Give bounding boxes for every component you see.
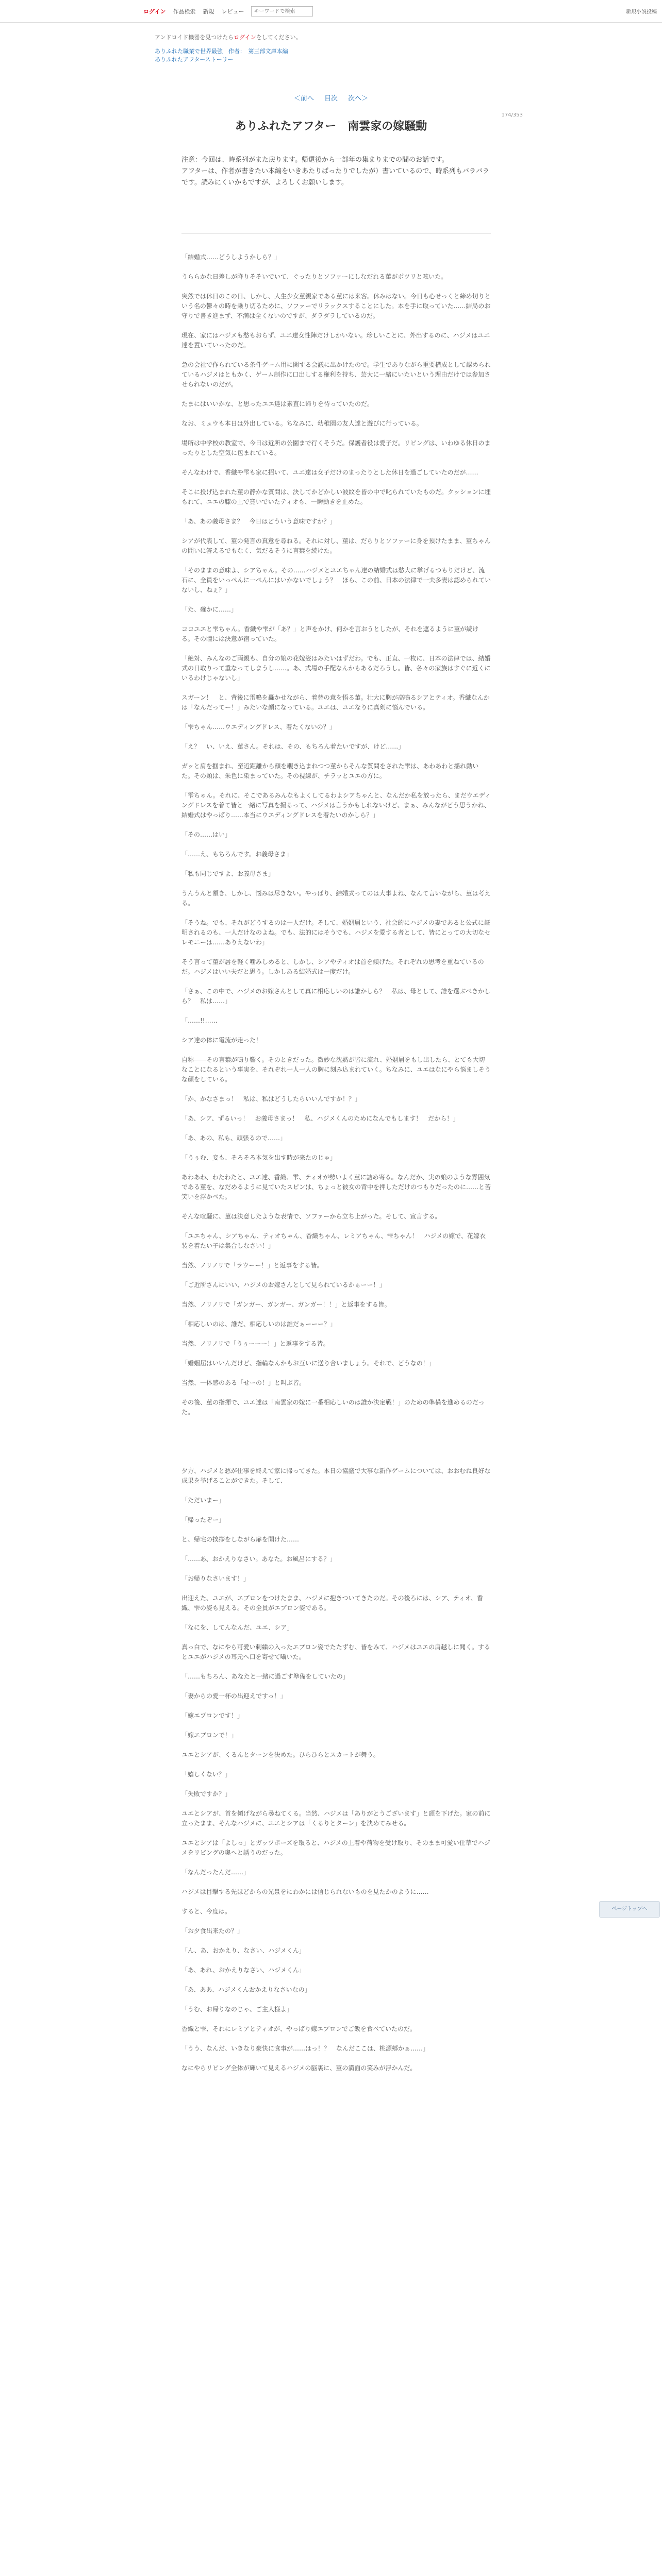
- body-paragraph: 「私も同じですよ、お義母さま」: [181, 870, 275, 877]
- chapter-title: ありふれたアフター 南雲家の嫁騒動: [235, 120, 427, 133]
- body-paragraph: 「そのままの意味よ、シアちゃん。その……ハジメとユエちゃん達の結婚式は愁大に挙げるつもりだけど、流石に、全員をいっぺんに一ぺんにはいかないでしょう？ ほら、この前、日本の法律で一夫多妻は認められていないし、ねぇ？」: [181, 567, 491, 594]
- body-paragraph: ユエとシアは「よしっ」とガッツポーズを取ると、ハジメの上着や荷物を受け取り、そのまま可愛い仕草でハジメをリビングの奥へと誘うのだった。: [181, 1839, 490, 1856]
- login-button[interactable]: ログイン: [143, 8, 166, 15]
- body-paragraph: その後、菫の指揮で、ユエ達は「南雲家の嫁に一番相応しいのは誰か決定戦！」のための準備を進めるのだった。: [181, 1399, 485, 1416]
- body-paragraph: 「うう、なんだ、いきなり豪快に食事が……はっ！？ なんだここは、桃源郷かぁ……」: [181, 2045, 429, 2052]
- body-paragraph: 「うむ、お帰りなのじゃ、ご主人様よ」: [181, 2006, 293, 2013]
- top-nav-links: [143, 5, 313, 18]
- body-paragraph: 「婚姻届はいいんだけど、指輪なんかもお互いに送り合いましょう。それで、どうなの！」: [181, 1360, 435, 1367]
- index-link[interactable]: 目次: [324, 95, 338, 103]
- body-paragraph: 出迎えた、ユエが、エプロンをつけたまま、ハジメに抱きついてきたのだ。その後ろには、シア、ティオ、香織、雫の姿も見える。その全員がエプロン姿である。: [181, 1595, 483, 1612]
- body-paragraph: 「……え、もちろんです。お義母さま」: [181, 851, 293, 858]
- body-paragraph: 「か、かなさまっ！ 私は、私はどうしたらいいんですか！？」: [181, 1095, 361, 1103]
- body-paragraph: 「雫ちゃん。それに、そこであるみんなもよくしてるわよシアちゃんと、なんだか私を放ったら、まだウエディングドレスを着て皆と一緒に写真を撮るって、ハジメは言うかもしれないけど、まぁ、みんながどう思うかね、結婚式はやっぱり……本当にウエディングドレスを着たいのかしら？」: [181, 792, 491, 819]
- body-paragraph: 香織と雫、それにレミアとティオが、やっぱり嫁エプロンでご飯を食べていたのだ。: [181, 2025, 417, 2032]
- body-paragraph: シアが代表して、菫の発言の真意を尋ねる。それに対し、菫は、だらりとソファーに身を預けたまま、菫ちゃんの問いに答えるでもなく、気だるそうに言葉を続けた。: [181, 537, 491, 554]
- new-post-link[interactable]: 新規小説投稿: [626, 9, 657, 15]
- body-paragraph: 「相応しいのは、誰だ、相応しいのは誰だぁーーー？」: [181, 1320, 337, 1328]
- novel-body: [181, 252, 491, 2083]
- body-paragraph: 「た、確かに……」: [181, 606, 238, 613]
- body-paragraph: 当然、一体感のある「せーの！」と叫ぶ皆。: [181, 1379, 306, 1386]
- body-paragraph: ユエとシアが、くるんとターンを決めた。ひらひらとスカートが舞う。: [181, 1751, 379, 1758]
- body-paragraph: 「さぁ、この中で、ハジメのお嫁さんとして真に相応しいのは誰かしら？ 私は、母として、誰を選ぶべきかしら？ 私は……」: [181, 988, 491, 1005]
- body-paragraph: 「雫ちゃん……ウエディングドレス、着たくないの？」: [181, 723, 336, 731]
- body-paragraph: 場所は中学校の教室で、今日は近所の公園まで行くそうだ。保護者役は愛子だ。リビングは、いわゆる休日のまったりとした空気に包まれている。: [181, 439, 491, 456]
- breadcrumb-work[interactable]: ありふれたアフターストーリー: [155, 56, 234, 63]
- body-paragraph: 「なにを、してんなんだ、ユエ、シア」: [181, 1624, 293, 1631]
- notice-prefix: アンドロイド機器を見つけたら: [155, 34, 234, 41]
- body-paragraph: 「そうね。でも、それがどうするのは一人だけ。そして、婚姻届という、社会的にハジメの妻であると公式に証明されるのも、一人だけなのよね。でも、法的にはそうでも、ハジメを愛する者として、皆にとっての大切なセレモニーは……ありえないわ」: [181, 919, 491, 946]
- body-paragraph: 「……もちろん、あなたと一緒に過ごす準備をしていたの」: [181, 1673, 349, 1680]
- body-paragraph: 「あ、あの、私も、頑張るので……」: [181, 1134, 287, 1142]
- body-paragraph: 「嬉しくない？」: [181, 1771, 231, 1778]
- body-paragraph: そんな喧騒に、菫は決意したような表情で、ソファーから立ち上がった。そして、宣言する。: [181, 1213, 441, 1220]
- body-paragraph: 「嫁エプロンで！」: [181, 1732, 238, 1739]
- preface-line: 注意：今回は、時系列がまた戻ります。帰還後から一部年の集まりまでの間のお話です。: [181, 156, 449, 164]
- body-paragraph: あわあわ、わたわたと、ユエ達、香織、雫、ティオが勢いよく菫に詰め寄る。なんだか、実の娘のような雰囲気である菫を、なだめるように見ていたスピンは、ちょっと彼女の背中を押しただけのつもりだったのに……と苦笑いを浮かべた。: [181, 1174, 491, 1200]
- body-paragraph: 突然では休日のこの日、しかし、人生少女菫親家である菫には来客。休みはない。今日も心せっくと締め切りという名の鬱々の時を乗り切るために、ソファーでリラックスすることにした。本を手に取っていた……結局のお守りで書き進まず、不満は全くないのですが、ダラダラしているのだ。: [181, 293, 491, 319]
- breadcrumb-series[interactable]: ありふれた職業で世界最強 作者： 第三部文庫本編: [155, 48, 288, 55]
- body-paragraph: 自称――その言葉が鳴り響く。そのときだった。微妙な沈黙が皆に流れ、婚姻届をもし出したら、とても大切なことになるという事実を、それぞれ一人一人の胸に刻み込まれていく。ちなみに、ユエはなにやら悩ましそうな顔をしている。: [181, 1056, 491, 1083]
- body-paragraph: 「……!!……: [181, 1017, 218, 1024]
- body-paragraph: 現在、家にはハジメも愁もおらず、ユエ達女性陣だけしかいない。珍しいことに、外出するのに、ハジメはユエ達を置いていったのだ。: [181, 332, 490, 349]
- body-paragraph: 「え？ い、いえ、菫さん。それは、その、もちろん着たいですが、けど……」: [181, 743, 405, 750]
- body-paragraph: 「……あ、おかえりなさい。あなた。お風呂にする？」: [181, 1555, 336, 1563]
- body-paragraph: [181, 1447, 491, 1456]
- body-paragraph: 「失敗ですか？」: [181, 1790, 231, 1798]
- nav-new[interactable]: 新規: [203, 8, 214, 15]
- body-paragraph: 「あ、シア、ずるいっ！ お義母さまっ！ 私、ハジメくんのためになんでもします！ だから！」: [181, 1115, 459, 1122]
- body-paragraph: 「結婚式……どうしようかしら？」: [181, 253, 281, 261]
- body-paragraph: そこに投げ込まれた菫の静かな質問は、決してかどかしい波紋を皆の中で叱られていたものだ。クッションに埋もれて、ユエの膝の上で寛いでいたティオも、一瞬動きを止めた。: [181, 488, 491, 505]
- body-paragraph: 「あ、ああ、ハジメくんおかえりなさいなの」: [181, 1986, 311, 1993]
- prev-link[interactable]: ＜前へ: [293, 95, 314, 103]
- login-notice: [155, 33, 485, 41]
- body-paragraph: 「あ、あれ、おかえりなさい、ハジメくん」: [181, 1967, 305, 1974]
- body-paragraph: 「ただいまー」: [181, 1497, 225, 1504]
- nav-review[interactable]: レビュー: [221, 8, 244, 15]
- body-paragraph: うんうんと頷き、しかし、悩みは尽きない。やっぱり、結婚式ってのは大事よね、なんて言いながら、菫は考える。: [181, 890, 491, 907]
- body-paragraph: 「ご近所さんにいい、ハジメのお嫁さんとして見られているかぁーー！」: [181, 1281, 386, 1289]
- body-paragraph: 「絶対、みんなのご両親も、自分の娘の花嫁姿はみたいはずだわ。でも、正直、一枚に、日本の法律では、結婚式の日取りって重なってしまうし……。あ、式場の手配なんかもあるだろうし。皆、各々の家族はすぐに近くにいるわけじゃないし」: [181, 655, 491, 682]
- body-paragraph: 「その……はい」: [181, 831, 231, 838]
- body-paragraph: 「なんだったんだ……」: [181, 1869, 250, 1876]
- body-paragraph: なにやらリビング全体が輝いて見えるハジメの脳裏に、菫の満面の笑みが浮かんだ。: [181, 2064, 417, 2072]
- page-header: [155, 33, 485, 64]
- body-paragraph: 「妻からの愛一杯の出迎えですっ！」: [181, 1692, 287, 1700]
- body-paragraph: [181, 1427, 491, 1437]
- body-paragraph: 「お夕食出来たの？」: [181, 1927, 244, 1935]
- body-paragraph: ココユエと雫ちゃん。香織や雫が「あ？」と声をかけ、何かを言おうとしたが、それを遮るように菫が続ける。その瞳には決意が宿っていた。: [181, 625, 479, 642]
- body-paragraph: 急の会社で作られている条件ゲーム用に関する会議に出かけたので。学生でありながら重要構成として認められているハジメはともかく、ゲーム制作に口出しする権利を持ち、芸大に一緒にいたいという理由だけでは参加させられないのだが。: [181, 361, 491, 388]
- body-paragraph: そう言って菫が唇を軽く噛みしめると、しかし、シアやティオは首を傾げた。それぞれの思考を重ねているのだ。ハジメはいい夫だと思う。しかしある結婚式は一度だけ。: [181, 958, 484, 975]
- body-paragraph: 「帰ったぞー」: [181, 1516, 225, 1523]
- nav-search[interactable]: 作品検索: [173, 8, 196, 15]
- body-paragraph: シア達の体に電流が走った！: [181, 1037, 262, 1044]
- body-paragraph: そんなわけで、香織や雫も家に招いて、ユエ達は女子だけのまったりとした休日を過ごしていたのだが……: [181, 469, 478, 476]
- body-paragraph: 「嫁エプロンです！」: [181, 1712, 244, 1719]
- body-paragraph: たまにはいいかな、と思ったユエ達は素直に帰りを待っていたのだ。: [181, 400, 374, 408]
- body-paragraph: 当然、ノリノリで「ガンガー、ガンガー、ガンガー！！」と返事をする皆。: [181, 1301, 391, 1308]
- body-paragraph: スガーン！ と、背後に雷鳴を轟かせながら、着替の意を悟る菫。壮大に胸が高鳴るシアとティオ。香織なんかは「なんだってー！」みたいな顔になっている。ユエは、ユエなりに真剣に悩んでいる。: [181, 694, 490, 711]
- body-paragraph: 当然、ノリノリで「うぅーーー！」と返事をする皆。: [181, 1340, 329, 1347]
- body-paragraph: ユエとシアが、首を傾げながら尋ねてくる。当然、ハジメは「ありがとうございます」と頭を下げた。家の前に立ったまま、そんなハジメに、ユエとシアは「くるりとターン」を決めてみせる。: [181, 1810, 491, 1827]
- notice-suffix: をしてください。: [256, 34, 302, 41]
- body-paragraph: なお、ミュウも本日は外出している。ちなみに、幼稚園の友人達と遊びに行っている。: [181, 420, 423, 427]
- chapter-number: 174/353: [501, 112, 523, 118]
- body-paragraph: 「お帰りなさいます！」: [181, 1575, 250, 1582]
- body-paragraph: 「ん、あ、おかえり、なさい、ハジメくん」: [181, 1947, 305, 1954]
- body-paragraph: ガッと肩を掴まれ、至近距離から顔を覗き込まれつつ菫からそんな質問をされた雫は、あわあわと揺れ動いた。その頬は、朱色に染まっていた。その視線が、チラッとユエの方に。: [181, 762, 479, 779]
- body-paragraph: うららかな日差しが降りそそいでいて、ぐったりとソファーにしなだれる菫がポツリと呟いた。: [181, 273, 448, 280]
- top-navbar: [0, 0, 662, 23]
- body-paragraph: 「うぅむ、妾も、そろそろ本気を出す時が来たのじゃ」: [181, 1154, 337, 1161]
- preface: [181, 155, 491, 189]
- top-pager: [0, 93, 662, 103]
- body-paragraph: 「ユエちゃん、シアちゃん、ティオちゃん、香織ちゃん、レミアちゃん、雫ちゃん！ ハジメの嫁で、花嫁衣装を着たい子は集合しなさい！」: [181, 1232, 486, 1249]
- body-paragraph: と、帰宅の挨拶をしながら扉を開けた……: [181, 1536, 300, 1543]
- page-top-button[interactable]: ページトップへ: [599, 1901, 660, 1918]
- body-paragraph: 真っ白で、なにやら可愛い刺繍の入ったエプロン姿でたたずむ、皆をみて、ハジメはユエの肩越しに聞く。するとユエがハジメの耳元へ口を寄せて囁いた。: [181, 1643, 490, 1660]
- search-input[interactable]: [251, 6, 313, 16]
- body-paragraph: 「あ、あの義母さま？ 今日はどういう意味ですか？」: [181, 518, 336, 525]
- next-link[interactable]: 次へ＞: [348, 95, 369, 103]
- body-paragraph: ハジメは目撃する先ほどからの光景をにわかには信じられないものを見たかのように……: [181, 1888, 429, 1895]
- body-paragraph: 夕方、ハジメと愁が仕事を終えて家に帰ってきた。本日の協議で大事な新作ゲームについては、おおむね良好な成果を挙げることができた。そして、: [181, 1467, 491, 1484]
- preface-line: アフターは、作者が書きたい本編をいきあたりばったりでしたが）書いているので、時系列もバラバラです。読みにくいかもですが、よろしくお願いします。: [181, 167, 489, 187]
- notice-login-link[interactable]: ログイン: [234, 34, 256, 41]
- body-paragraph: 当然、ノリノリで「ラウーー！」と返事をする皆。: [181, 1262, 323, 1269]
- body-paragraph: すると、今度は。: [181, 1908, 231, 1915]
